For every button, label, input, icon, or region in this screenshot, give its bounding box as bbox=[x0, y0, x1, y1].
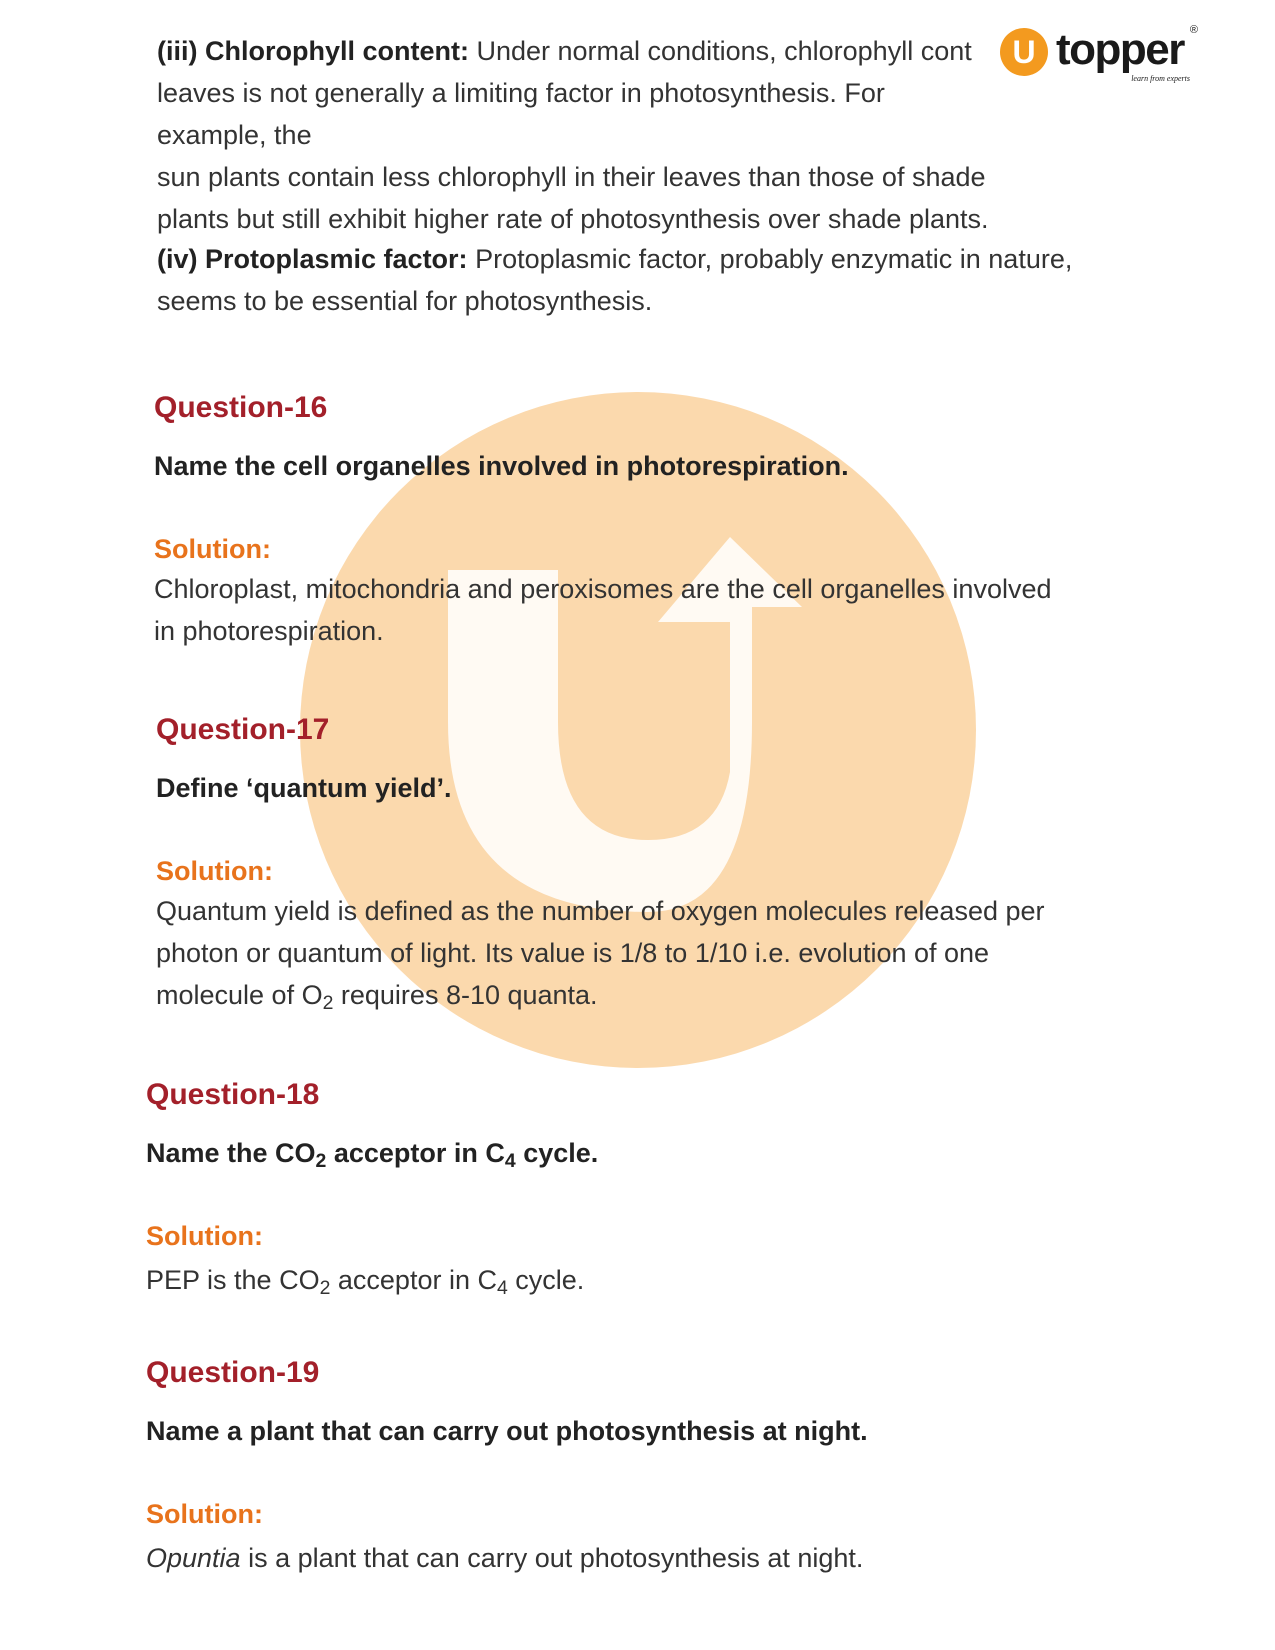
question-17-title: Question-17 bbox=[156, 713, 330, 746]
question-18-text: Name the $CO_2$ acceptor in $C_4$ cycle. bbox=[146, 1138, 599, 1172]
question-19-solution-label: Solution: bbox=[146, 1499, 263, 1529]
question-16-answer-line-2: in photorespiration. bbox=[154, 616, 384, 646]
protoplasmic-line-1: Protoplasmic factor, probably enzymatic in nature, bbox=[467, 244, 1073, 274]
question-19-title: Question-19 bbox=[146, 1356, 320, 1389]
chlorophyll-paragraph bbox=[157, 30, 997, 240]
chlorophyll-line-3: sun plants contain less chlorophyll in their leaves than those of shade bbox=[157, 162, 986, 192]
question-17-solution-label: Solution: bbox=[156, 856, 273, 886]
logo-wordmark: topper bbox=[1056, 25, 1184, 74]
question-18-answer: PEP is the $CO_2$ acceptor in $C_4$ cycle. bbox=[146, 1265, 585, 1299]
question-19-answer: Opuntia is a plant that can carry out photosynthesis at night. bbox=[146, 1543, 864, 1573]
question-17-text: Define ‘quantum yield’. bbox=[156, 773, 452, 803]
question-18-solution-label: Solution: bbox=[146, 1221, 263, 1251]
question-16-answer-line-1: Chloroplast, mitochondria and peroxisomes are the cell organelles involved bbox=[154, 574, 1052, 604]
topper-logo bbox=[1000, 22, 1200, 88]
logo-badge-icon: U bbox=[1000, 28, 1048, 76]
protoplasmic-label: (iv) Protoplasmic factor: bbox=[157, 244, 468, 274]
protoplasmic-paragraph bbox=[157, 238, 1137, 322]
question-19-text: Name a plant that can carry out photosynthesis at night. bbox=[146, 1416, 868, 1446]
question-17-answer-line-3: molecule of $O_2$ requires 8-10 quanta. bbox=[156, 980, 598, 1014]
chlorophyll-line-1: Under normal conditions, chlorophyll cont bbox=[468, 36, 972, 66]
question-16-text: Name the cell organelles involved in photorespiration. bbox=[154, 451, 849, 481]
question-16-answer bbox=[154, 568, 1134, 652]
question-17-answer-line-2: photon or quantum of light. Its value is 1/8 to 1/10 i.e. evolution of one bbox=[156, 938, 990, 968]
chlorophyll-line-2: leaves is not generally a limiting factor in photosynthesis. For example, the bbox=[157, 78, 885, 150]
registered-mark: ® bbox=[1189, 24, 1198, 36]
question-16-solution-label: Solution: bbox=[154, 534, 271, 564]
chlorophyll-line-4: plants but still exhibit higher rate of photosynthesis over shade plants. bbox=[157, 204, 989, 234]
question-17-answer bbox=[156, 890, 1136, 1016]
question-18-title: Question-18 bbox=[146, 1078, 320, 1111]
chlorophyll-label: (iii) Chlorophyll content: bbox=[157, 36, 469, 66]
logo-tagline: learn from experts bbox=[1131, 74, 1190, 83]
protoplasmic-line-2: seems to be essential for photosynthesis. bbox=[157, 286, 653, 316]
question-16-title: Question-16 bbox=[154, 391, 328, 424]
question-17-answer-line-1: Quantum yield is defined as the number of oxygen molecules released per bbox=[156, 896, 1045, 926]
